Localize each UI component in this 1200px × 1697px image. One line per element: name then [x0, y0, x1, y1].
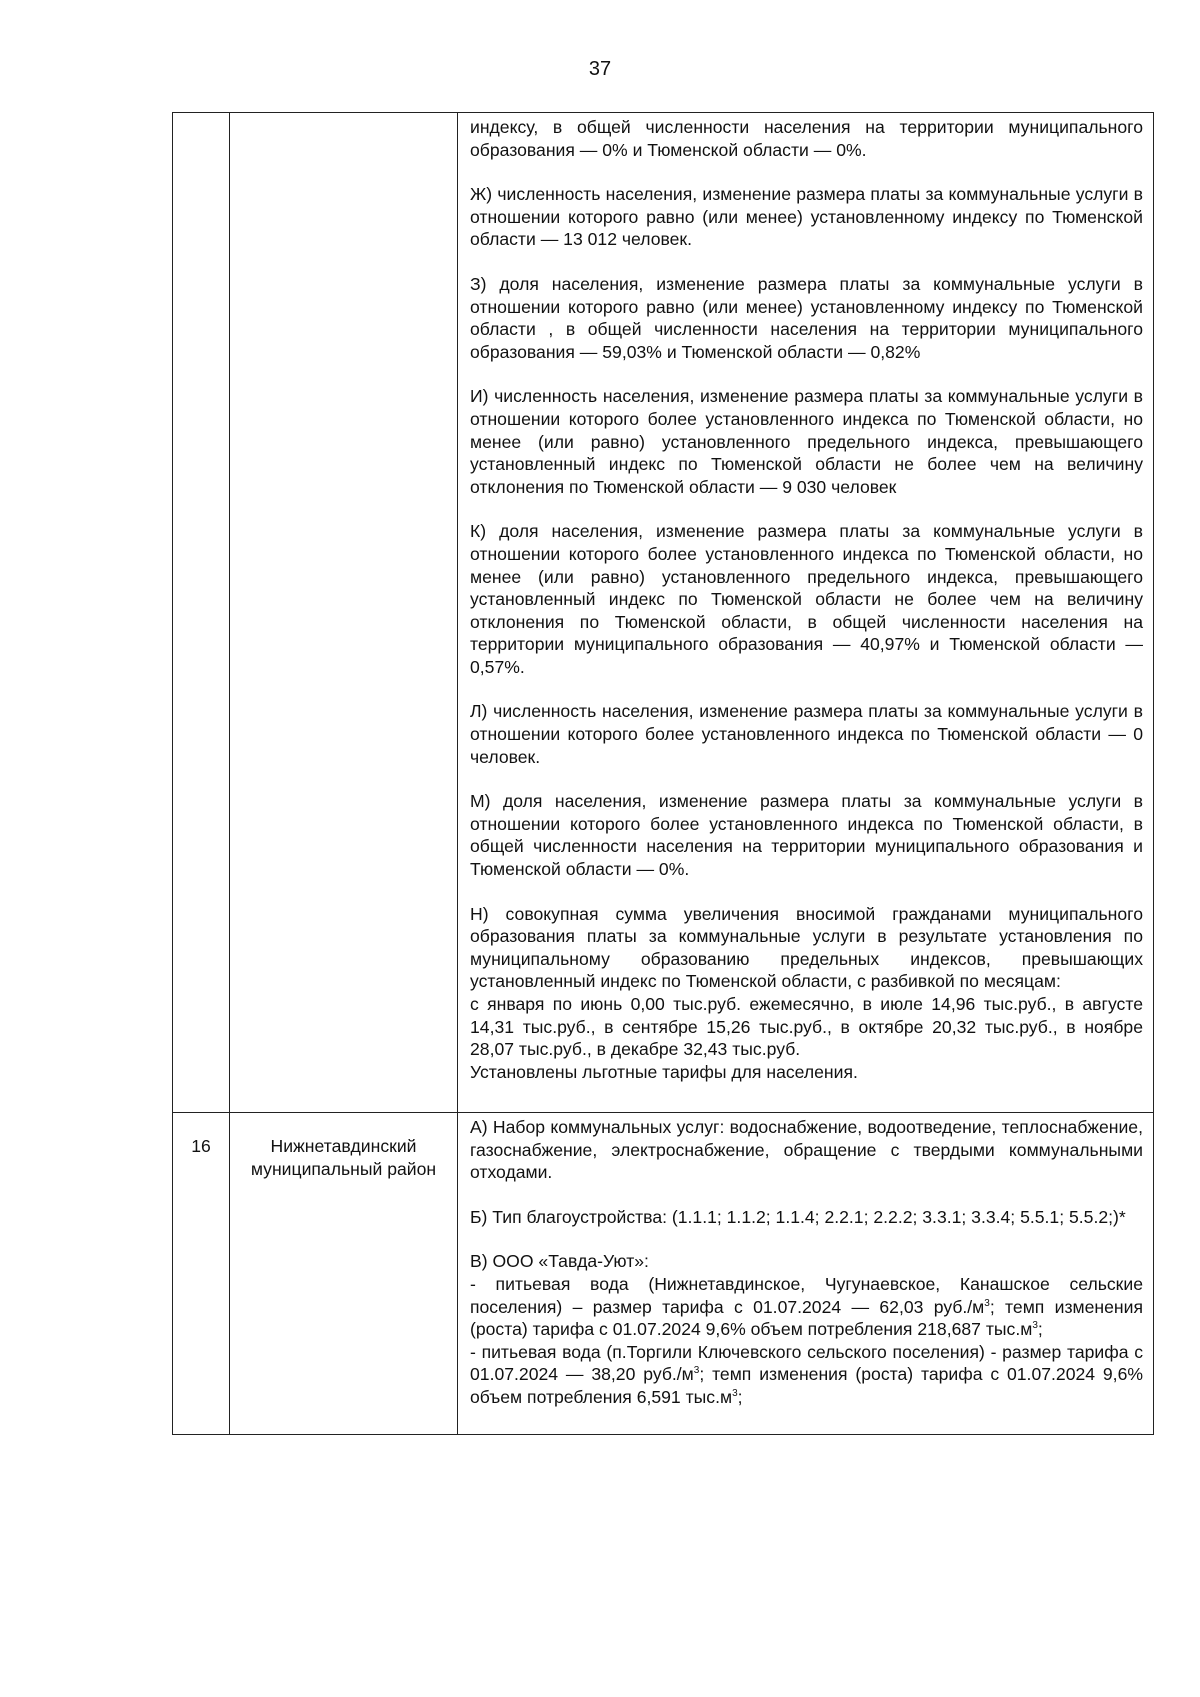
content-cell [458, 113, 1154, 1113]
table-row-16 [173, 1113, 1154, 1435]
v-item-2-part-a: - питьевая вода (п.Торгили Ключевского сельского поселения) - размер тарифа с 01.07.2024 — 38,20 руб./м [470, 1341, 1143, 1385]
document-table [172, 112, 1154, 1435]
paragraph-v-title: В) ООО «Тавда-Уют»: [470, 1251, 649, 1272]
page-number: 37 [588, 58, 612, 80]
v-item-1-part-c: ; [1037, 1319, 1043, 1340]
paragraph-n-months: с января по июнь 0,00 тыс.руб. ежемесячно, в июле 14,96 тыс.руб., в августе 14,31 тыс.руб., в сентябре 15,26 тыс.руб., в октябре 20,32 тыс.руб., в ноябре 28,07 тыс.руб., в декабре 32,43 тыс.руб. [470, 994, 1143, 1060]
v-item-1-part-a: - питьевая вода (Нижнетавдинское, Чугунаевское, Канашское сельские поселения) – размер тарифа с 01.07.2024 — 62,03 руб./м [470, 1273, 1143, 1317]
content-cell-16 [458, 1113, 1154, 1435]
paragraph-v-item-2 [470, 1341, 1143, 1409]
paragraph-zh: Ж) численность населения, изменение размера платы за коммунальные услуги в отношении которого равно (или менее) установленному индексу по Тюменской области — 13 012 человек. [470, 184, 1143, 250]
paragraph-l: Л) численность населения, изменение размера платы за коммунальные услуги в отношении которого более установленного индекса по Тюменской области — 0 человек. [470, 701, 1143, 767]
paragraph-z: З) доля населения, изменение размера платы за коммунальные услуги в отношении которого равно (или менее) установленному индексу по Тюменской области , в общей численности населения на территории муниципального образования — 59,03% и Тюменской области — 0,82% [470, 273, 1143, 362]
municipality-name: Нижнетавдинский муниципальный район [230, 1113, 458, 1435]
paragraph-privilege: Установлены льготные тарифы для населения. [470, 1061, 858, 1082]
paragraph-m: М) доля населения, изменение размера платы за коммунальные услуги в отношении которого более установленного индекса по Тюменской области, в общей численности населения на территории муниципального образования и Тюменской области — 0%. [470, 791, 1143, 880]
name-cell-empty [230, 113, 458, 1113]
paragraph-k: К) доля населения, изменение размера платы за коммунальные услуги в отношении которого более установленного индекса по Тюменской области, но менее (или равно) установленного предельного индекса, превышающего установленный индекс по Тюменской области не более чем на величину отклонения по Тюменской области, в общей численности населения на территории муниципального образования — 40,97% и Тюменской области — 0,57%. [470, 521, 1143, 677]
paragraph-v-item-1 [470, 1273, 1143, 1341]
number-cell-empty [173, 113, 230, 1113]
table-row-continuation [173, 113, 1154, 1113]
v-item-1-part-b: ; темп изменения (роста) тарифа с 01.07.2024 9,6% объем потребления 218,687 тыс.м [470, 1296, 1143, 1340]
paragraph-n: Н) совокупная сумма увеличения вносимой гражданами муниципального образования платы за коммунальные услуги в результате установления по муниципальному образованию предельных индексов, превышающих установленный индекс по Тюменской области, с разбивкой по месяцам: [470, 903, 1143, 992]
superscript-3: 3 [1032, 1320, 1038, 1332]
v-item-2-part-b: ; темп изменения (роста) тарифа с 01.07.2024 9,6% объем потребления 6,591 тыс.м [470, 1364, 1143, 1407]
row-number: 16 [173, 1113, 230, 1435]
superscript-3: 3 [732, 1387, 738, 1399]
paragraph-a: А) Набор коммунальных услуг: водоснабжение, водоотведение, теплоснабжение, газоснабжение, электроснабжение, обращение с твердыми коммунальными отходами. [470, 1117, 1143, 1183]
paragraph-b: Б) Тип благоустройства: (1.1.1; 1.1.2; 1.1.4; 2.2.1; 2.2.2; 3.3.1; 3.3.4; 5.5.1; 5.5.2;)* [470, 1206, 1126, 1227]
paragraph-e-cont: индексу, в общей численности населения на территории муниципального образования — 0% и Тюменской области — 0%. [470, 117, 1143, 160]
v-item-2-part-c: ; [737, 1386, 743, 1407]
superscript-3: 3 [984, 1297, 990, 1309]
paragraph-i: И) численность населения, изменение размера платы за коммунальные услуги в отношении которого более установленного индекса по Тюменской области, но менее (или равно) установленного предельного индекса, превышающего установленный индекс по Тюменской области не более чем на величину отклонения по Тюменской области — 9 030 человек [470, 386, 1143, 497]
superscript-3: 3 [693, 1365, 700, 1377]
